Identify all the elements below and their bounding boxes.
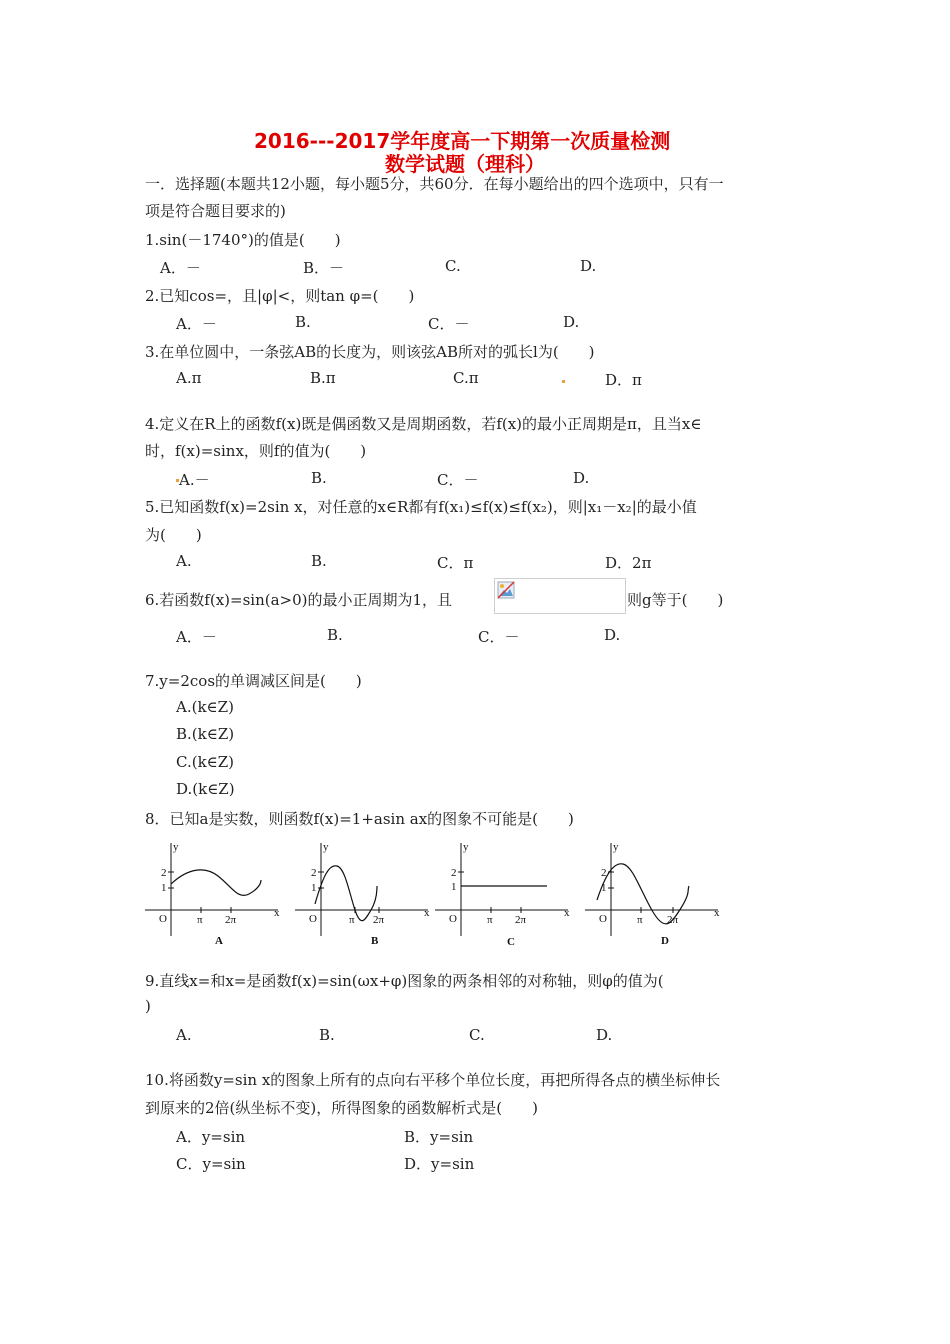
section-intro: 一．选择题(本题共12小题，每小题5分，共60分．在每小题给出的四个选项中，只有一 (145, 175, 724, 193)
graph-c (433, 838, 573, 950)
svg-text:O: O (599, 913, 607, 925)
question-4: 4.定义在R上的函数f(x)既是偶函数又是周期函数，若f(x)的最小正周期是π，且当x∈ (145, 415, 702, 433)
svg-text:2π: 2π (667, 914, 679, 926)
option-c: C. (469, 1026, 485, 1044)
option-a: A．－ (176, 628, 217, 646)
question-5-cont: 为( ) (145, 526, 202, 544)
option-d: D. (580, 257, 597, 275)
svg-text:y: y (323, 841, 329, 853)
option-b: B. (295, 313, 311, 331)
svg-text:1: 1 (161, 882, 167, 894)
option-a: A. (176, 1026, 192, 1044)
page-title: 2016---2017学年度高一下期第一次质量检测 (254, 129, 671, 153)
option-a: A.－ (179, 471, 210, 489)
svg-text:2π: 2π (225, 914, 237, 926)
svg-text:O: O (309, 913, 317, 925)
svg-text:2π: 2π (373, 914, 385, 926)
svg-text:x: x (564, 907, 570, 919)
question-8: 8．已知a是实数，则函数f(x)=1+asin ax的图象不可能是( ) (145, 810, 574, 828)
option-c: C.π (453, 369, 479, 387)
svg-text:1: 1 (601, 882, 607, 894)
graph-label-b: B (371, 935, 379, 947)
svg-text:π: π (349, 914, 355, 926)
svg-text:x: x (714, 907, 720, 919)
option-b: B.π (310, 369, 336, 387)
svg-text:x: x (424, 907, 430, 919)
svg-text:2: 2 (451, 867, 457, 879)
svg-text:1: 1 (451, 881, 457, 893)
option-a: A.(k∈Z) (176, 698, 234, 716)
option-a: A．－ (176, 315, 217, 333)
option-b: B. (311, 552, 327, 570)
graph-label-d: D (661, 935, 669, 947)
svg-text:2π: 2π (515, 914, 527, 926)
graph-label-a: A (215, 935, 223, 947)
option-d: D. (604, 626, 621, 644)
option-c: C．y=sin (176, 1155, 246, 1173)
question-9-cont: ) (145, 997, 151, 1015)
option-d: D. (563, 313, 580, 331)
stray-mark (562, 380, 565, 383)
option-b: B.(k∈Z) (176, 725, 235, 743)
option-a: A．y=sin (176, 1128, 246, 1146)
graph-a (143, 838, 283, 950)
svg-text:y: y (463, 841, 469, 853)
question-1: 1.sin(－1740°)的值是( ) (145, 231, 341, 249)
svg-text:y: y (613, 841, 619, 853)
option-d: D. (573, 469, 590, 487)
graph-d (583, 838, 723, 950)
graph-label-c: C (507, 936, 515, 948)
page-subtitle: 数学试题（理科） (385, 152, 545, 176)
option-c: C．－ (428, 315, 470, 333)
svg-text:π: π (637, 914, 643, 926)
option-d: D．π (605, 371, 642, 389)
option-b: B. (319, 1026, 335, 1044)
option-c: C．π (437, 554, 474, 572)
svg-text:2: 2 (311, 867, 317, 879)
option-a: A．－ (160, 259, 201, 277)
option-d: D.(k∈Z) (176, 780, 235, 798)
svg-text:O: O (449, 913, 457, 925)
question-2: 2.已知cos=，且|φ|<，则tan φ=( ) (145, 287, 415, 305)
option-a: A. (176, 552, 192, 570)
option-d: D. (596, 1026, 613, 1044)
question-6: 6.若函数f(x)=sin(a>0)的最小正周期为1，且 (145, 591, 453, 609)
question-10-cont: 到原来的2倍(纵坐标不变)，所得图象的函数解析式是( ) (145, 1099, 538, 1117)
svg-text:y: y (173, 841, 179, 853)
graph-b (293, 838, 433, 950)
option-b: B．y=sin (404, 1128, 474, 1146)
question-6-cont: 则g等于( ) (627, 591, 724, 609)
option-b: B. (311, 469, 327, 487)
svg-text:1: 1 (311, 882, 317, 894)
question-9: 9.直线x=和x=是函数f(x)=sin(ωx+φ)图象的两条相邻的对称轴，则φ的值为( (145, 972, 664, 990)
option-a: A.π (176, 369, 202, 387)
svg-text:x: x (274, 907, 280, 919)
option-b: B. (327, 626, 343, 644)
option-b: B．－ (303, 259, 345, 277)
broken-image-icon (494, 578, 626, 614)
question-4-cont: 时，f(x)=sinx，则f的值为( ) (145, 442, 367, 460)
svg-text:π: π (197, 914, 203, 926)
question-10: 10.将函数y=sin x的图象上所有的点向右平移个单位长度，再把所得各点的横坐标伸长 (145, 1071, 721, 1089)
option-c: C.(k∈Z) (176, 753, 235, 771)
option-d: D．y=sin (404, 1155, 475, 1173)
option-c: C．－ (437, 471, 479, 489)
question-5: 5.已知函数f(x)=2sin x，对任意的x∈R都有f(x₁)≤f(x)≤f(x₂)，则|x₁－x₂|的最小值 (145, 498, 697, 516)
svg-text:2: 2 (601, 867, 607, 879)
option-c: C. (445, 257, 461, 275)
svg-text:π: π (487, 914, 493, 926)
option-d: D．2π (605, 554, 652, 572)
svg-text:O: O (159, 913, 167, 925)
section-intro: 项是符合题目要求的) (145, 202, 286, 220)
question-3: 3.在单位圆中，一条弦AB的长度为，则该弦AB所对的弧长l为( ) (145, 343, 595, 361)
option-c: C．－ (478, 628, 520, 646)
question-7: 7.y=2cos的单调减区间是( ) (145, 672, 362, 690)
svg-text:2: 2 (161, 867, 167, 879)
